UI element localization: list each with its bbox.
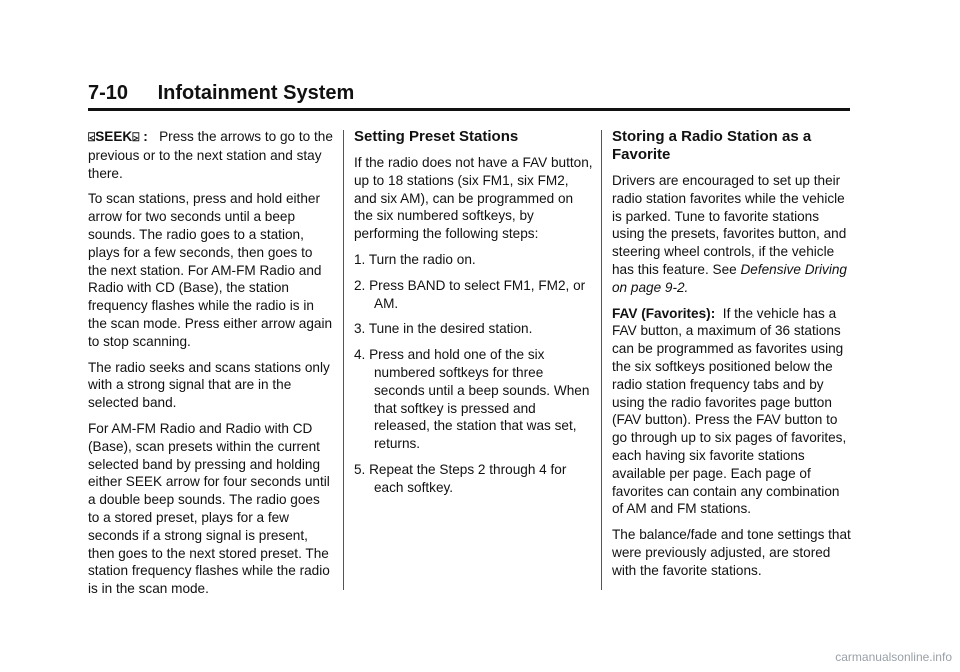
list-item: 3. Tune in the desired station. bbox=[354, 321, 533, 337]
list-item: 1. Turn the radio on. bbox=[354, 251, 476, 267]
seek-left-arrow-icon: ⍃ bbox=[88, 130, 96, 144]
body-paragraph: If the radio does not have a FAV button, up to 18 stations (six FM1, six FM2, and six AM), can be programmed on the six numbered softkeys, by performing the following steps: bbox=[354, 155, 593, 242]
seek-label: SEEK bbox=[95, 129, 133, 144]
seek-colon: : bbox=[143, 129, 148, 144]
seek-right-arrow-icon: ⍄ bbox=[132, 130, 140, 144]
page-number: 7-10 bbox=[88, 82, 129, 104]
fav-runin: FAV (Favorites): bbox=[612, 305, 716, 321]
seek-text: Press the arrows to go to the previous or to the next station and stay there. bbox=[88, 129, 333, 181]
list-item: 2. Press BAND to select FM1, FM2, or AM. bbox=[354, 277, 586, 311]
section-heading: Storing a Radio Station as a Favorite bbox=[612, 128, 812, 163]
favorites-intro-text: Drivers are encouraged to set up their radio station favorites while the vehicle is parked. Tune to favorite stations using the presets, favorites button, and steering wheel controls, if the vehicle has this feature. See bbox=[612, 173, 847, 277]
body-paragraph: The radio seeks and scans stations only with a strong signal that are in the selected band. bbox=[88, 359, 330, 411]
column-1 bbox=[88, 128, 334, 606]
body-paragraph: For AM-FM Radio and Radio with CD (Base), scan presets within the current selected band by pressing and holding either SEEK arrow for four seconds until a double beep sounds. The radio goes to a stored preset, plays for a few seconds if a strong signal is present, then goes to the next stored preset. The station frequency flashes while the radio is in the scan mode. bbox=[88, 420, 330, 597]
fav-paragraph bbox=[612, 305, 852, 519]
header-rule bbox=[88, 108, 850, 111]
list-item: 4. Press and hold one of the six numbered softkeys for three seconds until a beep sounds. When that softkey is pressed and released, the station that was set, returns. bbox=[354, 347, 590, 452]
column-divider-1 bbox=[343, 130, 344, 590]
body-paragraph bbox=[612, 172, 852, 297]
column-2 bbox=[354, 128, 594, 505]
column-3 bbox=[612, 128, 852, 588]
section-title: Infotainment System bbox=[157, 82, 355, 104]
page-header bbox=[88, 79, 850, 107]
body-paragraph: The balance/fade and tone settings that were previously adjusted, are stored with the favorite stations. bbox=[612, 527, 851, 578]
column-divider-2 bbox=[601, 130, 602, 590]
seek-paragraph bbox=[88, 128, 334, 182]
steps-list bbox=[354, 251, 594, 497]
body-paragraph: To scan stations, press and hold either arrow for two seconds until a beep sounds. The radio goes to a station, plays for a few seconds, then goes to the next station. For AM-FM Radio and Radio with CD (Base), the station frequency flashes while the radio is in the scan mode. Press either arrow again to stop scanning. bbox=[88, 191, 333, 349]
cross-reference: Defensive Driving on page 9-2. bbox=[612, 261, 847, 295]
section-heading: Setting Preset Stations bbox=[354, 128, 519, 145]
watermark: carmanualsonline.info bbox=[835, 650, 952, 664]
list-item: 5. Repeat the Steps 2 through 4 for each softkey. bbox=[354, 461, 567, 495]
seek-runin bbox=[88, 129, 152, 144]
fav-text: If the vehicle has a FAV button, a maximum of 36 stations can be programmed as favorites using the six softkeys positioned below the radio station frequency tabs and by using the radio favorites page button (FAV button). Press the FAV button to go through up to six pages of favorites, each having six favorite stations available per page. Each page of favorites can contain any combination of AM and FM stations. bbox=[612, 305, 847, 517]
